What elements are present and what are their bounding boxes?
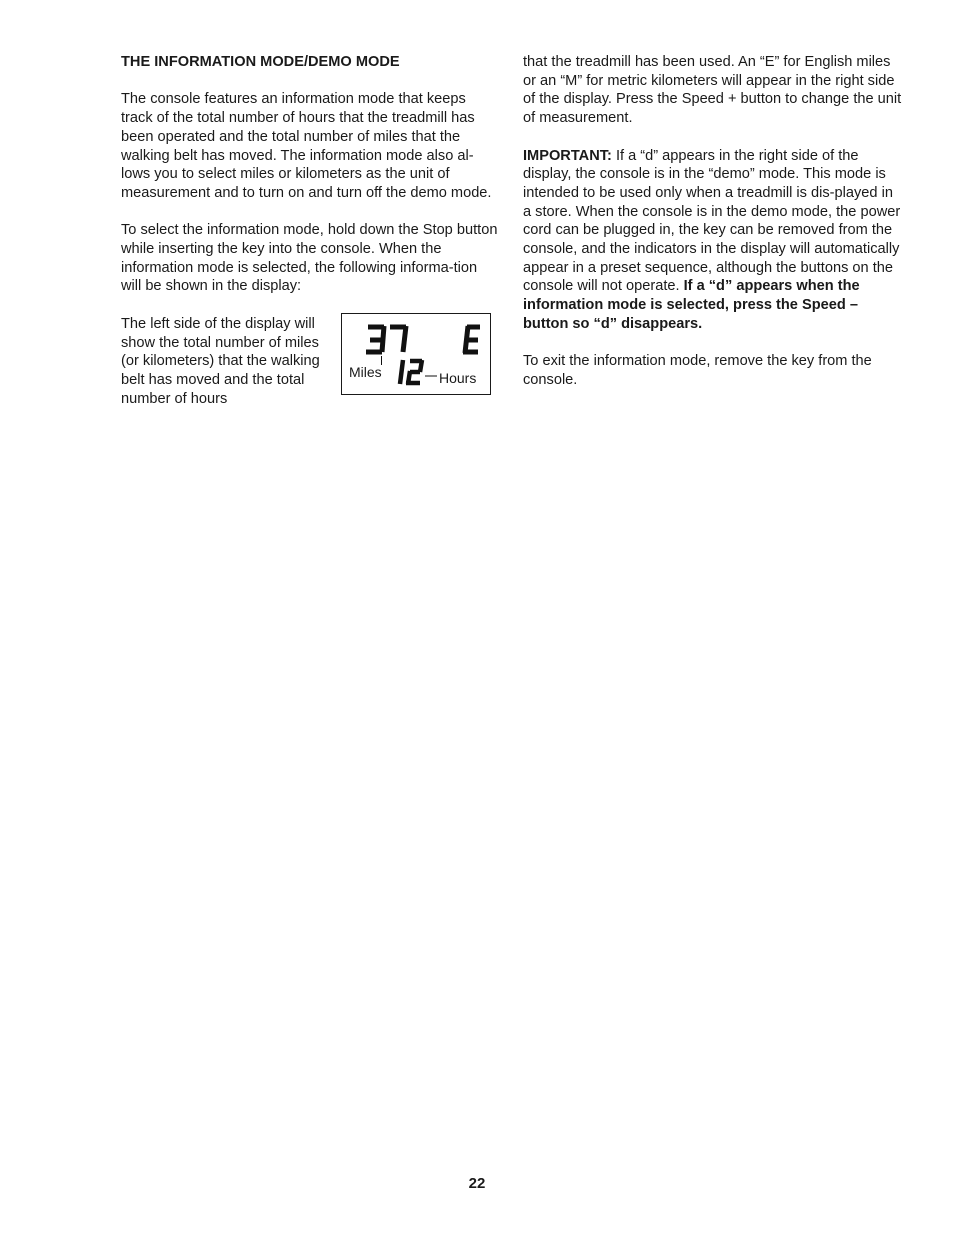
important-text: If a “d” appears in the right side of the display, the console is in the “demo” mode. This mode is intended to be used only when a treadmill is dis-played in a store. When the console is in the demo mode, the power cord can be plugged in, the key can be removed from the console, and the indicators in the display will automatically appear in a preset sequence, although the buttons on the console will not operate. [523, 147, 901, 295]
console-display-illustration [341, 313, 491, 395]
exit-paragraph: To exit the information mode, remove the key from the console. [523, 353, 872, 388]
intro-paragraph: The console features an information mode that keeps track of the total number of hours that the treadmill has been operated and the total number of miles that the walking belt has moved. The information mode also al-lows you to select miles or kilometers as the unit of measurement and to turn on and turn off the demo mode. [121, 91, 492, 201]
miles-label: Miles [349, 363, 382, 380]
important-paragraph [523, 147, 905, 334]
right-column [523, 53, 905, 408]
hours-label: Hours [439, 369, 477, 386]
digit-two [406, 360, 422, 384]
left-column [121, 53, 499, 405]
digit-one [400, 360, 403, 384]
display-explanation [121, 315, 499, 405]
digit-three [366, 326, 384, 352]
page-number: 22 [468, 1175, 486, 1192]
letter-e [463, 326, 480, 353]
important-bold-text: If a “d” appears when the information mode is selected, press the Speed – button so “d” disappears. [523, 278, 860, 332]
digit-seven [390, 326, 406, 352]
display-description: The left side of the display will show the total number of miles (or kilometers) that the walking belt has moved and the total number of hours [121, 315, 320, 407]
important-label: IMPORTANT: [523, 147, 612, 164]
unit-paragraph: that the treadmill has been used. An “E” for English miles or an “M” for metric kilometers will appear in the right side of the display. Press the Speed + button to change the unit of measurement. [523, 54, 902, 127]
section-heading: THE INFORMATION MODE/DEMO MODE [121, 54, 400, 70]
select-mode-paragraph: To select the information mode, hold down the Stop button while inserting the key into the console. When the information mode is selected, the following informa-tion will be shown in the display: [121, 222, 498, 295]
